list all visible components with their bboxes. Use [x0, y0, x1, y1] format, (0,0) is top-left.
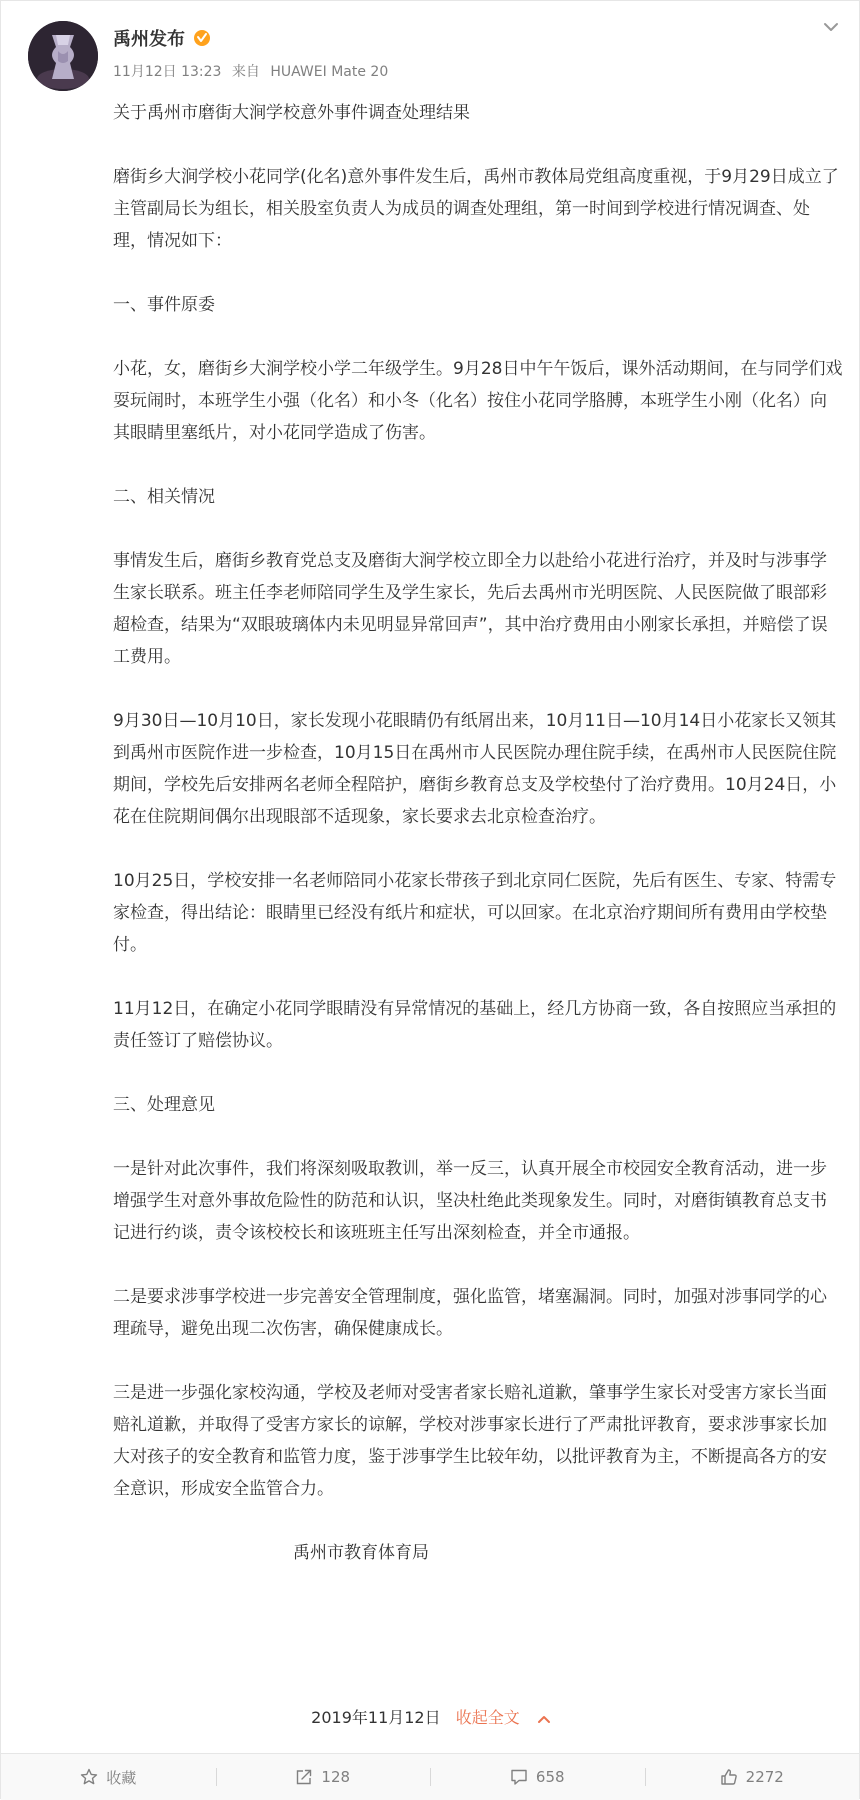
- verified-badge-icon: [193, 29, 211, 47]
- section1-body: 小花，女，磨街乡大涧学校小学二年级学生。9月28日中午午饭后，课外活动期间，在与同学们戏耍玩闹时，本班学生小强（化名）和小冬（化名）按住小花同学胳膊，本班学生小刚（化名）向其眼睛里塞纸片，对小花同学造成了伤害。: [113, 359, 843, 443]
- favorite-button[interactable]: [1, 1754, 216, 1800]
- post-body: [113, 97, 843, 1601]
- collapse-full-text-link[interactable]: 收起全文: [455, 1708, 520, 1727]
- action-bar: [1, 1753, 859, 1800]
- section2-heading: 二、相关情况: [113, 487, 215, 507]
- post-date: 2019年11月12日: [311, 1708, 441, 1727]
- section1-heading: 一、事件原委: [113, 295, 215, 315]
- avatar-image: [28, 21, 98, 91]
- section3-heading: 三、处理意见: [113, 1095, 215, 1115]
- comment-icon: [510, 1768, 528, 1786]
- favorite-label: 收藏: [106, 1768, 137, 1787]
- post-intro: 磨街乡大涧学校小花同学(化名)意外事件发生后，禹州市教体局党组高度重视，于9月29日成立了主管副局长为组长，相关股室负责人为成员的调查处理组，第一时间到学校进行情况调查、处理，情况如下：: [113, 167, 839, 251]
- repost-icon: [295, 1768, 313, 1786]
- like-count: 2272: [745, 1768, 784, 1786]
- chevron-up-icon[interactable]: [537, 1714, 551, 1724]
- star-icon: [80, 1768, 98, 1786]
- account-header: [113, 25, 211, 51]
- repost-count: 128: [321, 1768, 351, 1786]
- section3-paragraph-1: 一是针对此次事件，我们将深刻吸取教训，举一反三，认真开展全市校园安全教育活动，进一步增强学生对意外事故危险性的防范和认识，坚决杜绝此类现象发生。同时，对磨街镇教育总支书记进行约谈，责令该校校长和该班班主任写出深刻检查，并全市通报。: [113, 1159, 827, 1243]
- like-button[interactable]: [645, 1754, 860, 1800]
- section2-paragraph-4: 11月12日，在确定小花同学眼睛没有异常情况的基础上，经几方协商一致，各自按照应当承担的责任签订了赔偿协议。: [113, 999, 837, 1051]
- post-device: HUAWEI Mate 20: [270, 64, 389, 80]
- post-meta: [113, 61, 394, 81]
- account-name[interactable]: 禹州发布: [113, 29, 185, 50]
- post-footer-date-row: [1, 1706, 860, 1730]
- avatar[interactable]: [28, 21, 98, 91]
- chevron-down-icon[interactable]: [823, 21, 839, 33]
- section3-paragraph-2: 二是要求涉事学校进一步完善安全管理制度，强化监管，堵塞漏洞。同时，加强对涉事同学的心理疏导，避免出现二次伤害，确保健康成长。: [113, 1287, 827, 1339]
- comment-button[interactable]: [430, 1754, 645, 1800]
- section2-paragraph-2: 9月30日—10月10日，家长发现小花眼睛仍有纸屑出来，10月11日—10月14日小花家长又领其到禹州市医院作进一步检查，10月15日在禹州市人民医院办理住院手续，在禹州市人民医院住院期间，学校先后安排两名老师全程陪护，磨街乡教育总支及学校垫付了治疗费用。10月24日，小花在住院期间偶尔出现眼部不适现象，家长要求去北京检查治疗。: [113, 711, 837, 827]
- section3-paragraph-3: 三是进一步强化家校沟通，学校及老师对受害者家长赔礼道歉，肇事学生家长对受害方家长当面赔礼道歉，并取得了受害方家长的谅解，学校对涉事家长进行了严肃批评教育，要求涉事家长加大对孩子的安全教育和监管力度，鉴于涉事学生比较年幼，以批评教育为主，不断提高各方的安全意识，形成安全监管合力。: [113, 1383, 827, 1499]
- source-prefix: 来自: [231, 64, 260, 80]
- section2-paragraph-3: 10月25日，学校安排一名老师陪同小花家长带孩子到北京同仁医院，先后有医生、专家、特需专家检查，得出结论：眼睛里已经没有纸片和症状，可以回家。在北京治疗期间所有费用由学校垫付。: [113, 871, 837, 955]
- repost-button[interactable]: [216, 1754, 431, 1800]
- comment-count: 658: [535, 1768, 565, 1786]
- section2-paragraph-1: 事情发生后，磨街乡教育党总支及磨街大涧学校立即全力以赴给小花进行治疗，并及时与涉事学生家长联系。班主任李老师陪同学生及学生家长，先后去禹州市光明医院、人民医院做了眼部彩超检查，结果为“双眼玻璃体内未见明显异常回声”，其中治疗费用由小刚家长承担，并赔偿了误工费用。: [113, 551, 828, 667]
- post-title: 关于禹州市磨街大涧学校意外事件调查处理结果: [113, 103, 470, 123]
- post-signature: 禹州市教育体育局: [293, 1543, 429, 1563]
- post-timestamp[interactable]: 11月12日 13:23: [113, 64, 222, 80]
- thumbs-up-icon: [720, 1768, 738, 1786]
